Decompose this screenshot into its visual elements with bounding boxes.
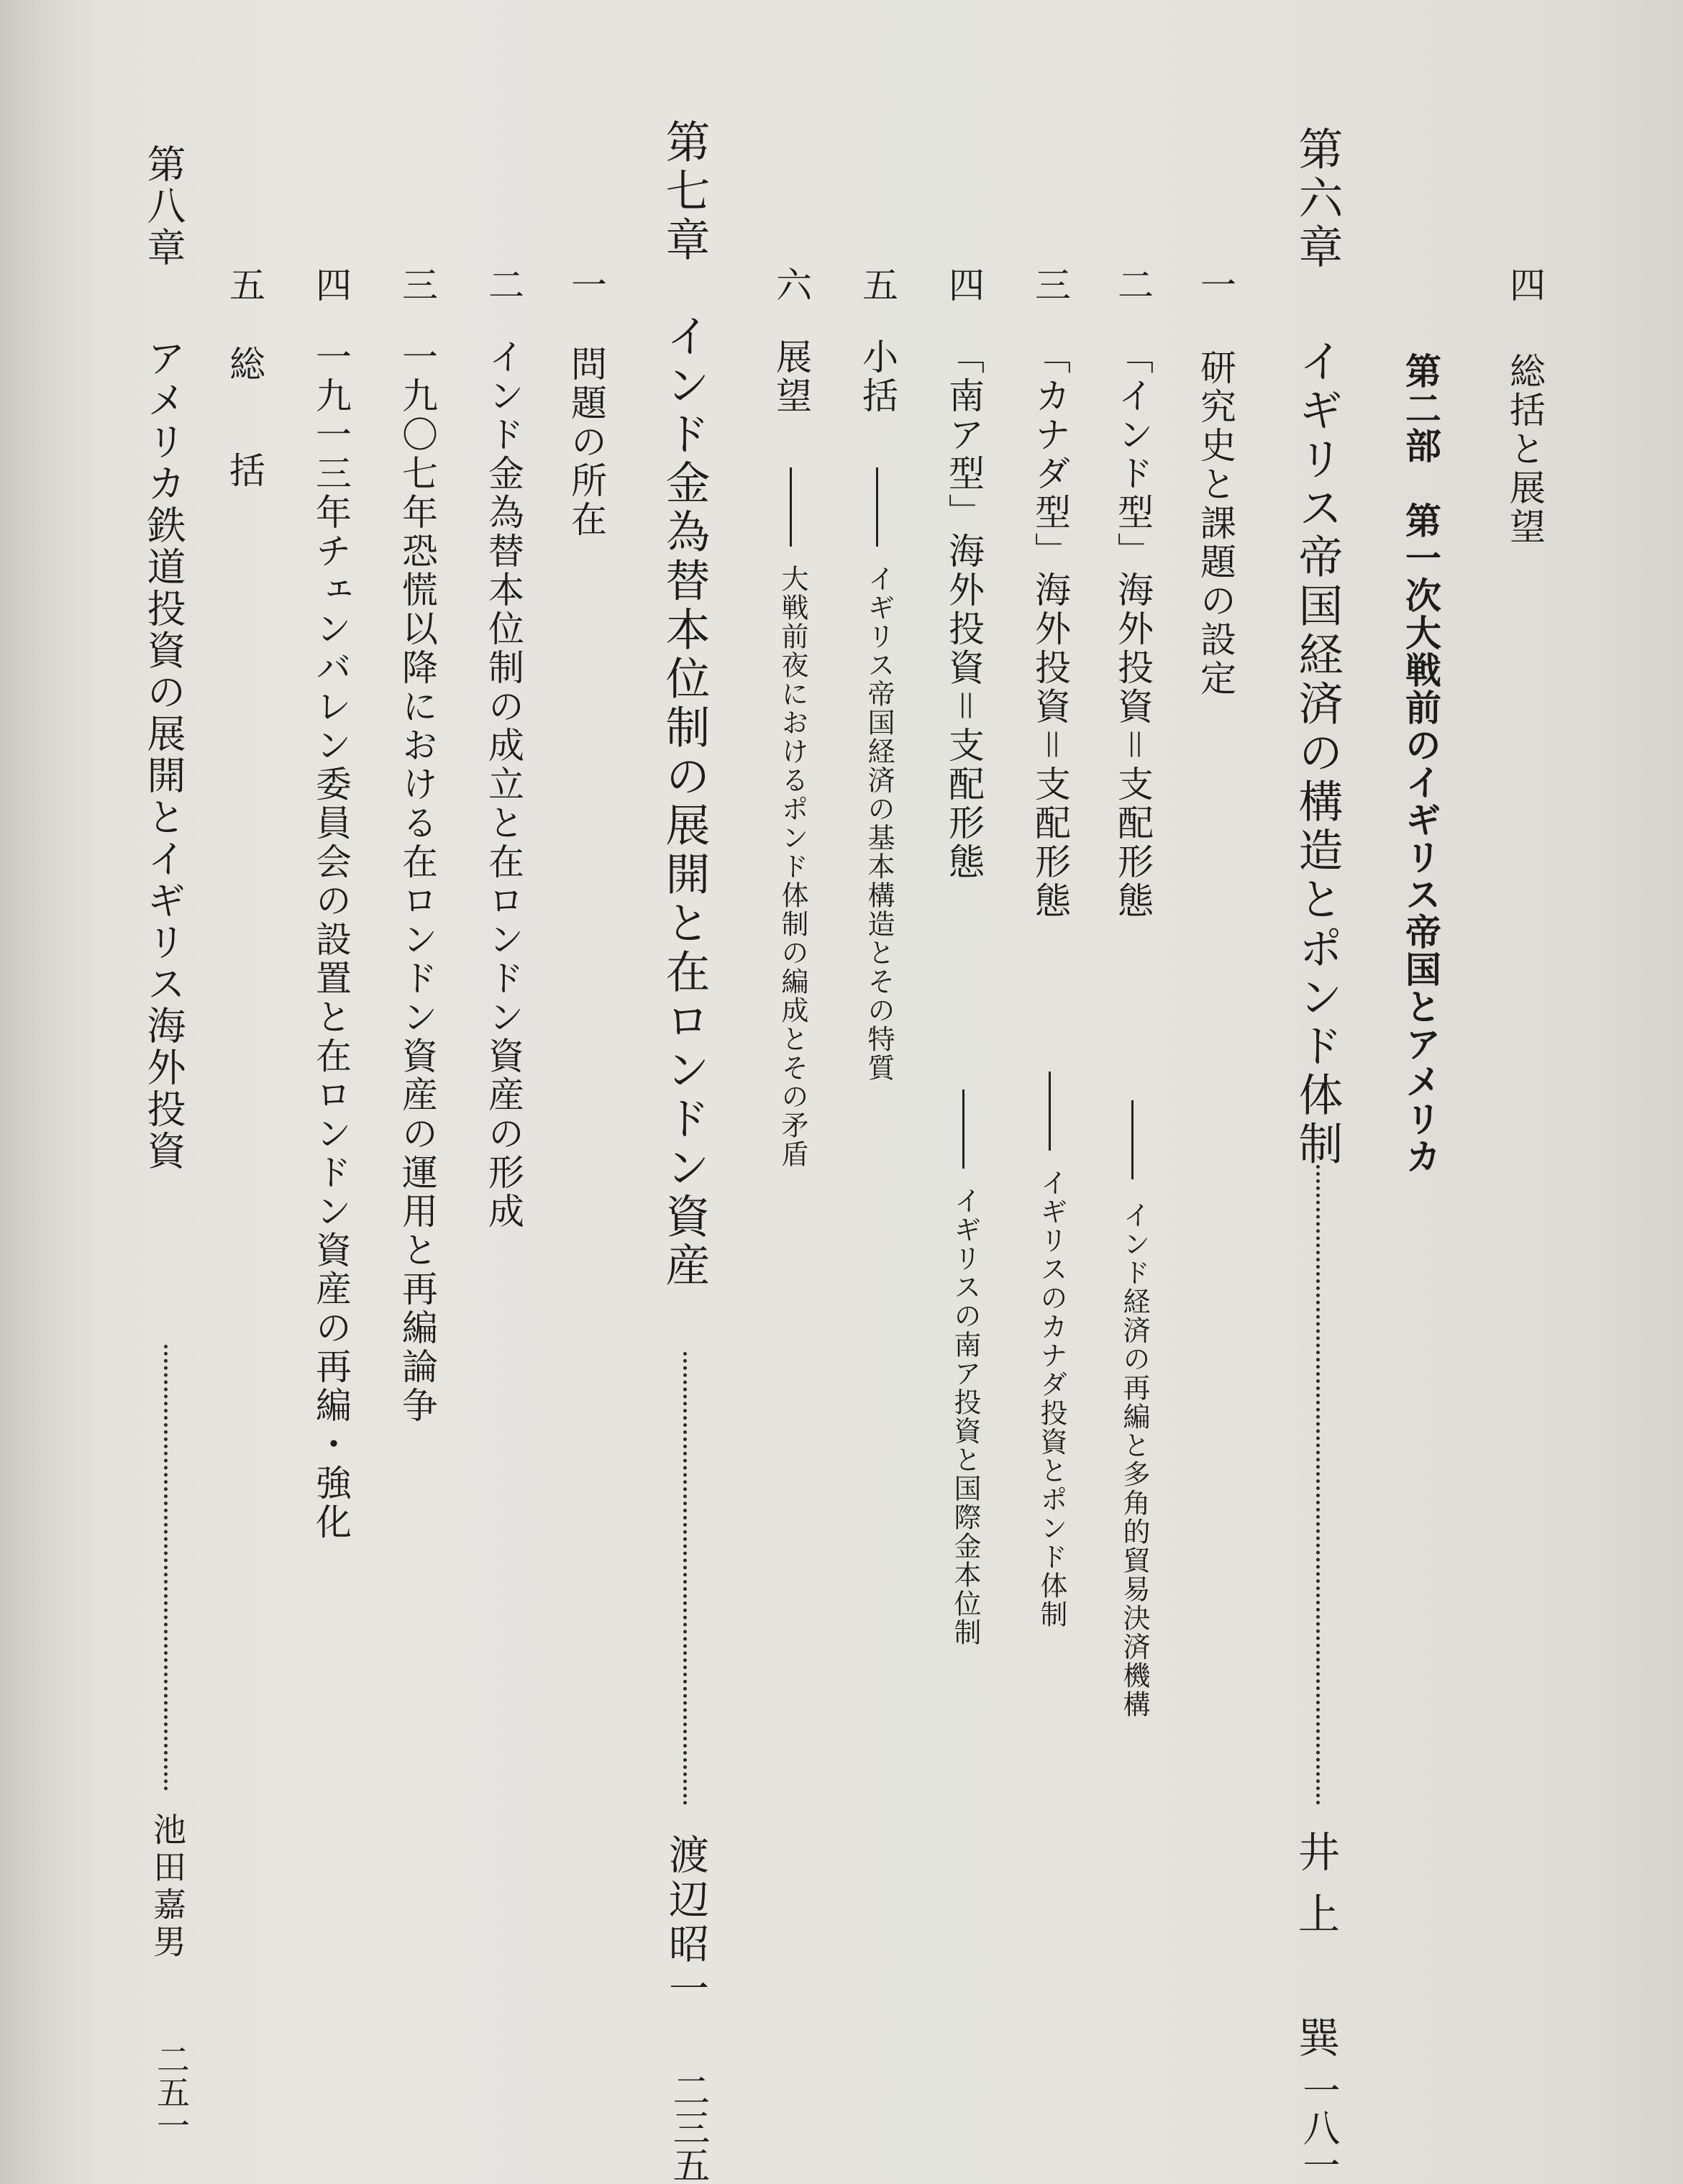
section-num: 二	[483, 266, 524, 305]
section-num: 四	[310, 266, 352, 305]
chapter-7-title: インド金為替本位制の展開と在ロンドン資産	[658, 313, 711, 1291]
chapter-6-author: 井上 巽	[1291, 1830, 1340, 2078]
section-num: 一	[565, 266, 607, 305]
em-dash	[876, 467, 878, 547]
section-title: 一九〇七年恐慌以降における在ロンドン資産の運用と再編論争	[396, 338, 438, 1425]
section-title: 展望	[770, 338, 812, 416]
section-title: 「インド型」海外投資＝支配形態	[1112, 338, 1154, 920]
chapter-7-page: 二三五	[666, 2071, 709, 2183]
section-num: 二	[1112, 266, 1154, 305]
em-dash	[962, 1089, 964, 1169]
section-title: 「南ア型」海外投資＝支配形態	[943, 338, 985, 882]
section-subtitle: イギリス帝国経済の基本構造とその特質	[863, 565, 895, 1082]
section-num: 五	[857, 266, 898, 305]
section-title: 総括と展望	[1504, 352, 1546, 547]
section-subtitle: イギリスのカナダ投資とポンド体制	[1036, 1169, 1067, 1629]
section-title: 一九一三年チェンバレン委員会の設置と在ロンドン資産の再編・強化	[310, 338, 352, 1542]
section-title: 問題の所在	[565, 345, 607, 539]
dot-leader	[1316, 1165, 1320, 1805]
section-num: 三	[1029, 266, 1071, 305]
section-num: 六	[770, 266, 812, 305]
chapter-6-page: 一八一	[1296, 2071, 1339, 2183]
em-dash	[790, 467, 792, 547]
chapter-8-title: アメリカ鉄道投資の展開とイギリス海外投資	[141, 338, 186, 1172]
section-num: 五	[224, 266, 265, 305]
section-title: 「カナダ型」海外投資＝支配形態	[1029, 338, 1071, 920]
section-title: 研究史と課題の設定	[1195, 349, 1236, 698]
section-title: インド金為替本位制の成立と在ロンドン資産の形成	[483, 338, 524, 1231]
chapter-6-title: イギリス帝国経済の構造とポンド体制	[1291, 338, 1344, 1169]
section-num: 三	[396, 266, 438, 305]
section-subtitle: インド経済の再編と多角的貿易決済機構	[1118, 1201, 1150, 1719]
chapter-8-page: 二五一	[152, 2042, 191, 2142]
section-subtitle: 大戦前夜におけるポンド体制の編成とその矛盾	[777, 565, 808, 1169]
part-heading: 第二部 第一次大戦前のイギリス帝国とアメリカ	[1400, 352, 1441, 1175]
section-num: 四	[1504, 266, 1546, 305]
section-title: 小括	[857, 338, 898, 416]
em-dash	[1049, 1072, 1051, 1151]
chapter-7-label: 第七章	[658, 119, 711, 265]
section-num: 四	[943, 266, 985, 305]
chapter-8-label: 第八章	[141, 144, 186, 269]
section-subtitle: イギリスの南ア投資と国際金本位制	[949, 1187, 981, 1647]
section-num: 一	[1195, 266, 1236, 305]
em-dash	[1131, 1100, 1134, 1179]
section-title: 総 括	[224, 345, 265, 505]
chapter-8-author: 池田嘉男	[148, 1812, 187, 1962]
dot-leader	[683, 1352, 687, 1805]
chapter-7-author: 渡辺昭一	[662, 1834, 709, 2012]
chapter-6-label: 第六章	[1291, 126, 1344, 273]
dot-leader	[164, 1345, 168, 1791]
